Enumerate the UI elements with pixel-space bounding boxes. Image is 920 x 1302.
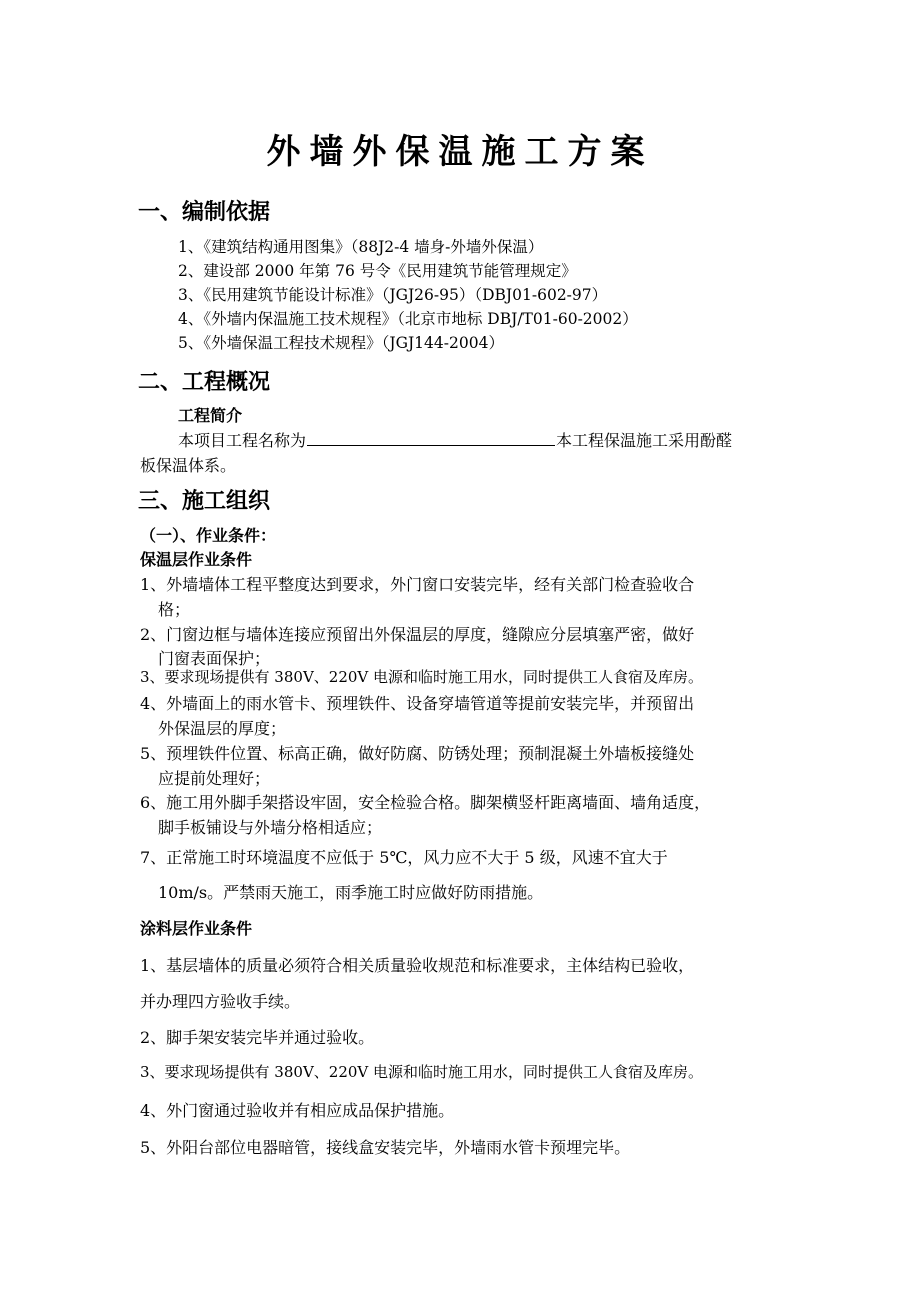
condition-line: 门窗表面保护； bbox=[158, 649, 271, 668]
reference-item: 2、建设部 2000 年第 76 号令《民用建筑节能管理规定》 bbox=[178, 262, 577, 280]
condition-line: 并办理四方验收手续。 bbox=[140, 992, 301, 1011]
subheading-project-intro: 工程简介 bbox=[178, 406, 243, 425]
reference-item: 5、《外墙保温工程技术规程》（JGJ144-2004） bbox=[178, 334, 504, 352]
condition-line: 1、外墙墙体工程平整度达到要求，外门窗口安装完毕，经有关部门检查验收合 bbox=[140, 575, 695, 594]
condition-line: 1、基层墙体的质量必须符合相关质量验收规范和标准要求，主体结构已验收， bbox=[140, 956, 695, 975]
reference-item: 4、《外墙内保温施工技术规程》（北京市地标 DBJ/T01-60-2002） bbox=[178, 310, 638, 328]
condition-line: 脚手板铺设与外墙分格相适应； bbox=[158, 818, 383, 837]
subheading-coating-conditions: 涂料层作业条件 bbox=[140, 919, 253, 938]
condition-line: 10m/s。严禁雨天施工，雨季施工时应做好防雨措施。 bbox=[158, 883, 544, 902]
condition-line: 7、正常施工时环境温度不应低于 5℃，风力应不大于 5 级，风速不宜大于 bbox=[140, 848, 668, 867]
project-intro-line: 板保温体系。 bbox=[140, 456, 237, 475]
condition-line: 外保温层的厚度； bbox=[158, 719, 287, 738]
subheading-work-conditions: （一）、作业条件： bbox=[140, 526, 277, 545]
condition-line: 3、要求现场提供有 380V、220V 电源和临时施工用水，同时提供工人食宿及库房。 bbox=[140, 1063, 704, 1081]
condition-line: 6、施工用外脚手架搭设牢固，安全检验合格。脚架横竖杆距离墙面、墙角适度， bbox=[140, 793, 711, 812]
intro-text-after: 本工程保温施工采用酚醛 bbox=[556, 431, 733, 450]
subheading-insulation-conditions: 保温层作业条件 bbox=[140, 550, 253, 569]
condition-line: 2、门窗边框与墙体连接应预留出外保温层的厚度，缝隙应分层填塞严密，做好 bbox=[140, 625, 695, 644]
condition-line: 4、外墙面上的雨水管卡、预埋铁件、设备穿墙管道等提前安装完毕，并预留出 bbox=[140, 694, 695, 713]
reference-item: 3、《民用建筑节能设计标准》（JGJ26-95）（DBJ01-602-97） bbox=[178, 286, 608, 304]
condition-line: 2、脚手架安装完毕并通过验收。 bbox=[140, 1028, 375, 1047]
condition-line: 应提前处理好； bbox=[158, 769, 271, 788]
document-title: 外墙外保温施工方案 bbox=[266, 132, 654, 172]
condition-line: 3、要求现场提供有 380V、220V 电源和临时施工用水，同时提供工人食宿及库房。 bbox=[140, 668, 704, 686]
project-name-blank bbox=[307, 430, 555, 446]
reference-item: 1、《建筑结构通用图集》（88J2-4 墙身-外墙外保温） bbox=[178, 238, 544, 256]
condition-line: 格； bbox=[158, 600, 191, 619]
condition-line: 5、预埋铁件位置、标高正确，做好防腐、防锈处理；预制混凝土外墙板接缝处 bbox=[140, 744, 695, 763]
condition-line: 5、外阳台部位电器暗管，接线盒安装完毕，外墙雨水管卡预埋完毕。 bbox=[140, 1138, 631, 1157]
intro-text-before: 本项目工程名称为 bbox=[178, 431, 307, 450]
condition-line: 4、外门窗通过验收并有相应成品保护措施。 bbox=[140, 1101, 455, 1120]
section-heading-overview: 二、工程概况 bbox=[138, 370, 271, 395]
project-intro-line bbox=[178, 428, 732, 451]
section-heading-organization: 三、施工组织 bbox=[138, 489, 271, 514]
section-heading-basis: 一、编制依据 bbox=[138, 200, 271, 225]
